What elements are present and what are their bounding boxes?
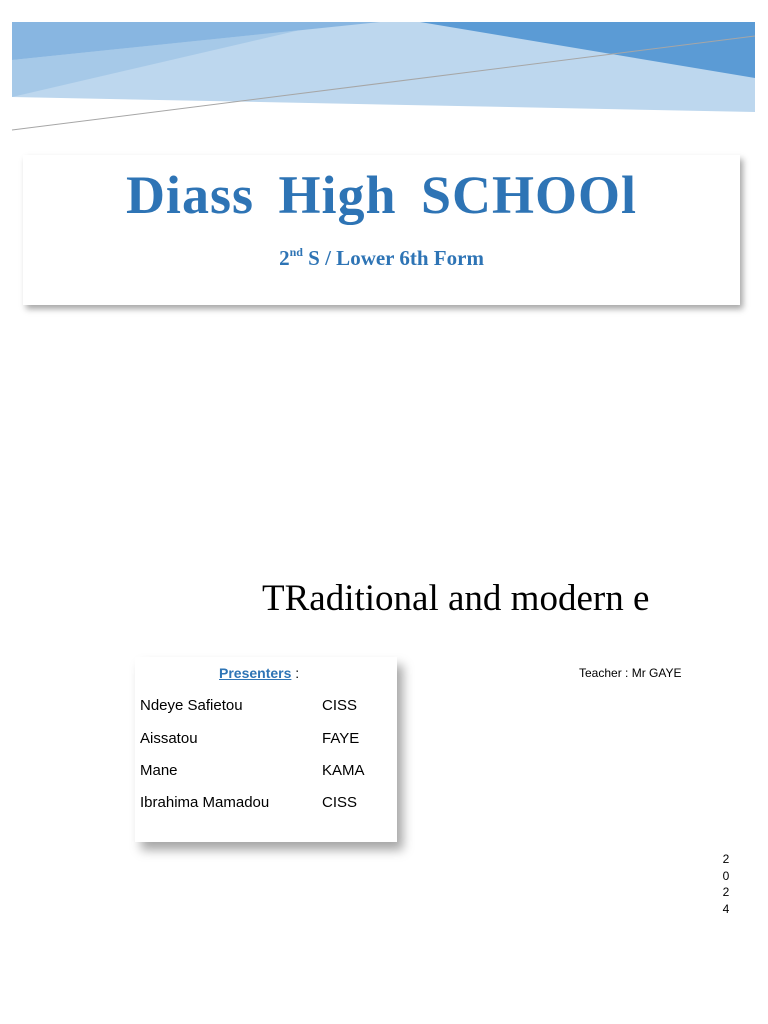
presenter-last-name: KAMA bbox=[322, 762, 365, 779]
presenter-first-name: Ibrahima Mamadou bbox=[140, 794, 270, 811]
teacher-name: Teacher : Mr GAYE bbox=[579, 666, 682, 680]
form-number: 2 bbox=[279, 246, 290, 270]
presenter-first-name: Ndeye Safietou bbox=[140, 697, 243, 714]
header-banner bbox=[0, 0, 768, 140]
school-name: Diass High SCHOOl bbox=[125, 165, 638, 225]
presenters-box bbox=[135, 657, 397, 842]
form-ordinal-suffix: nd bbox=[289, 245, 303, 259]
year-digit: 0 bbox=[722, 868, 730, 883]
form-name: S / Lower 6th Form bbox=[302, 246, 484, 270]
year-digit: 4 bbox=[722, 901, 730, 916]
presenter-last-name: CISS bbox=[322, 794, 358, 811]
presenter-last-name: CISS bbox=[322, 697, 358, 714]
document-title: TRaditional and modern e bbox=[262, 578, 650, 619]
presenter-first-name: Aissatou bbox=[140, 730, 198, 747]
year-digit: 2 bbox=[722, 852, 730, 866]
presenters-heading bbox=[219, 665, 299, 681]
year-vertical bbox=[720, 851, 732, 917]
class-form-line bbox=[23, 239, 740, 271]
year-digit: 2 bbox=[722, 885, 730, 899]
presenters-label: Presenters bbox=[219, 665, 292, 681]
school-title-box bbox=[23, 155, 740, 305]
presenters-colon: : bbox=[291, 665, 300, 681]
presenter-last-name: FAYE bbox=[322, 730, 360, 747]
presenter-first-name: Mane bbox=[140, 762, 178, 779]
